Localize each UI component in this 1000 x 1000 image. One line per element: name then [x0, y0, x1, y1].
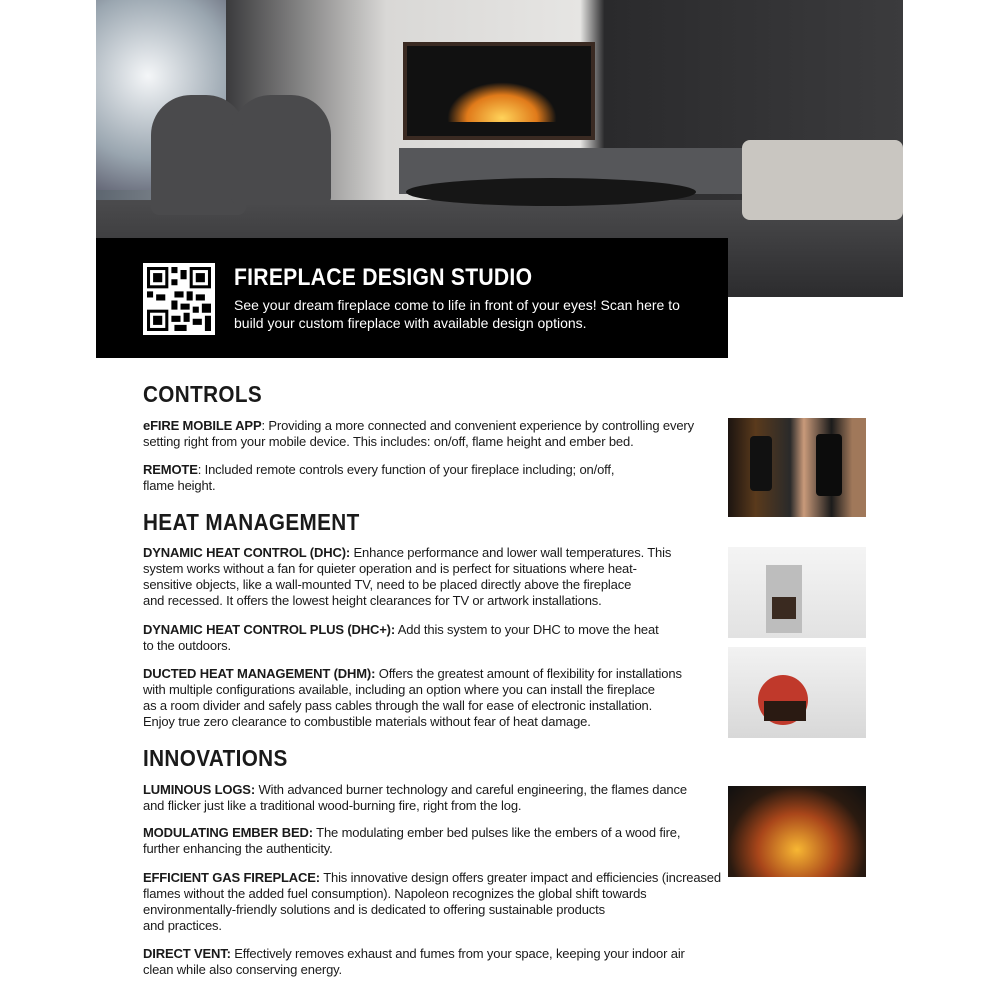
line: further enhancing the authenticity.: [143, 841, 333, 856]
line: flame height.: [143, 478, 216, 493]
line: Enhance performance and lower wall temperatures. This: [350, 545, 672, 560]
qr-code[interactable]: [143, 263, 215, 335]
lead: eFIRE MOBILE APP: [143, 418, 262, 433]
line: flames without the added fuel consumption). Napoleon recognizes the global shift towards: [143, 886, 647, 901]
mobile-app-remote-photo: [728, 418, 866, 517]
line: : Providing a more connected and convenient experience by controlling every: [261, 418, 694, 433]
qr-code-icon: [147, 267, 211, 331]
line: This innovative design offers greater impact and efficiencies (increased: [319, 870, 721, 885]
chair: [231, 95, 331, 205]
lead: DYNAMIC HEAT CONTROL (DHC):: [143, 545, 351, 560]
sofa: [742, 140, 903, 220]
line: Add this system to your DHC to move the heat: [395, 622, 659, 637]
paragraph-dhc-plus: [143, 622, 659, 654]
lead: EFFICIENT GAS FIREPLACE:: [143, 870, 320, 885]
lead: DUCTED HEAT MANAGEMENT (DHM):: [143, 666, 376, 681]
banner-text: [234, 296, 680, 332]
lead: REMOTE: [143, 462, 198, 477]
line: system works without a fan for quieter operation and is perfect for situations where heat-: [143, 561, 637, 576]
line: Effectively removes exhaust and fumes from your space, keeping your indoor air: [230, 946, 685, 961]
paragraph-modulating-ember-bed: [143, 825, 680, 857]
line: clean while also conserving energy.: [143, 962, 343, 977]
paragraph-dhm: [143, 666, 682, 730]
heading-heat-management: HEAT MANAGEMENT: [143, 509, 360, 535]
paragraph-luminous-logs: [143, 782, 687, 814]
design-studio-banner: [96, 238, 728, 358]
line: : Included remote controls every function of your fireplace including; on/off,: [197, 462, 615, 477]
dhc-diagram-photo: [728, 547, 866, 638]
heading-controls: CONTROLS: [143, 381, 263, 407]
paragraph-dhc: [143, 545, 671, 609]
lead: MODULATING EMBER BED:: [143, 825, 313, 840]
paragraph-remote: [143, 462, 614, 494]
fireplace: [403, 42, 595, 140]
line: environmentally-friendly solutions and is dedicated to offering sustainable products: [143, 902, 605, 917]
dhm-diagram-photo: [728, 647, 866, 738]
banner-line: See your dream fireplace come to life in front of your eyes! Scan here to: [234, 297, 680, 313]
lead: DIRECT VENT:: [143, 946, 231, 961]
line: with multiple configurations available, including an option where you can install the fireplace: [143, 682, 655, 697]
lead: DYNAMIC HEAT CONTROL PLUS (DHC+):: [143, 622, 396, 637]
line: sensitive objects, like a wall-mounted TV, need to be placed directly above the fireplace: [143, 577, 632, 592]
line: With advanced burner technology and careful engineering, the flames dance: [255, 782, 687, 797]
banner-line: build your custom fireplace with available design options.: [234, 315, 587, 331]
paragraph-efficient-gas-fireplace: [143, 870, 721, 934]
line: and practices.: [143, 918, 222, 933]
line: The modulating ember bed pulses like the embers of a wood fire,: [312, 825, 681, 840]
line: Enjoy true zero clearance to combustible materials without fear of heat damage.: [143, 714, 591, 729]
paragraph-efire-mobile-app: [143, 418, 694, 450]
flame: [447, 82, 557, 122]
line: to the outdoors.: [143, 638, 231, 653]
heading-innovations: INNOVATIONS: [143, 745, 288, 771]
line: and flicker just like a traditional wood-burning fire, right from the log.: [143, 798, 522, 813]
line: and recessed. It offers the lowest height clearances for TV or artwork installations.: [143, 593, 602, 608]
lead: LUMINOUS LOGS:: [143, 782, 256, 797]
line: setting right from your mobile device. This includes: on/off, flame height and ember bed.: [143, 434, 634, 449]
line: as a room divider and safely pass cables through the wall for ease of electronic installation.: [143, 698, 653, 713]
paragraph-direct-vent: [143, 946, 685, 978]
line: Offers the greatest amount of flexibility for installations: [375, 666, 682, 681]
luminous-logs-photo: [728, 786, 866, 877]
banner-title: FIREPLACE DESIGN STUDIO: [234, 264, 533, 291]
coffee-table: [406, 178, 696, 206]
